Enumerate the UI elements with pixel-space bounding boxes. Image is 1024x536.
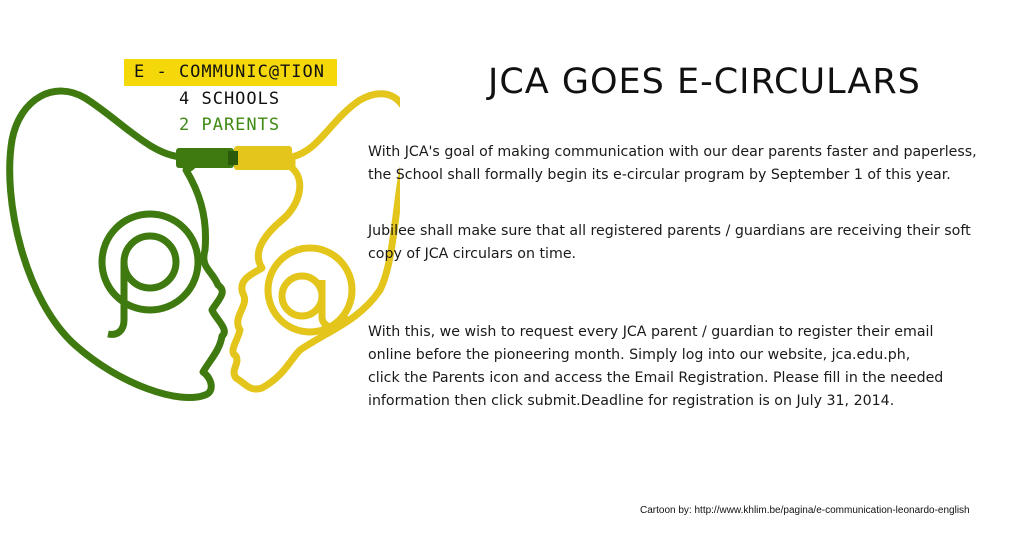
image-credit: Cartoon by: http://www.khlim.be/pagina/e-communication-leonardo-english — [640, 505, 970, 516]
paragraph-line: copy of JCA circulars on time. — [368, 246, 577, 262]
paragraph-assurance — [368, 220, 1008, 266]
paragraph-intro — [368, 141, 1008, 187]
green-at-symbol — [102, 214, 198, 334]
graphic-headline: E - COMMUNIC@TION — [124, 59, 337, 86]
graphic-parents-line: 2 PARENTS — [179, 115, 281, 135]
paragraph-registration-request — [368, 321, 1008, 413]
paragraph-line: With JCA's goal of making communication with our dear parents faster and paperless, — [368, 144, 977, 160]
paragraph-line: Jubilee shall make sure that all registered parents / guardians are receiving their soft — [368, 223, 971, 239]
plug-connector-icon — [176, 146, 292, 170]
yellow-at-symbol — [268, 248, 352, 332]
paragraph-line: click the Parents icon and access the Email Registration. Please fill in the needed — [368, 370, 944, 386]
paragraph-line: the School shall formally begin its e-circular program by September 1 of this year. — [368, 167, 951, 183]
graphic-schools-line: 4 SCHOOLS — [179, 89, 281, 109]
paragraph-line: online before the pioneering month. Simply log into our website, jca.edu.ph, — [368, 347, 911, 363]
paragraph-line: information then click submit.Deadline for registration is on July 31, 2014. — [368, 393, 895, 409]
paragraph-line: With this, we wish to request every JCA parent / guardian to register their email — [368, 324, 934, 340]
article-title: JCA GOES E-CIRCULARS — [488, 62, 921, 102]
